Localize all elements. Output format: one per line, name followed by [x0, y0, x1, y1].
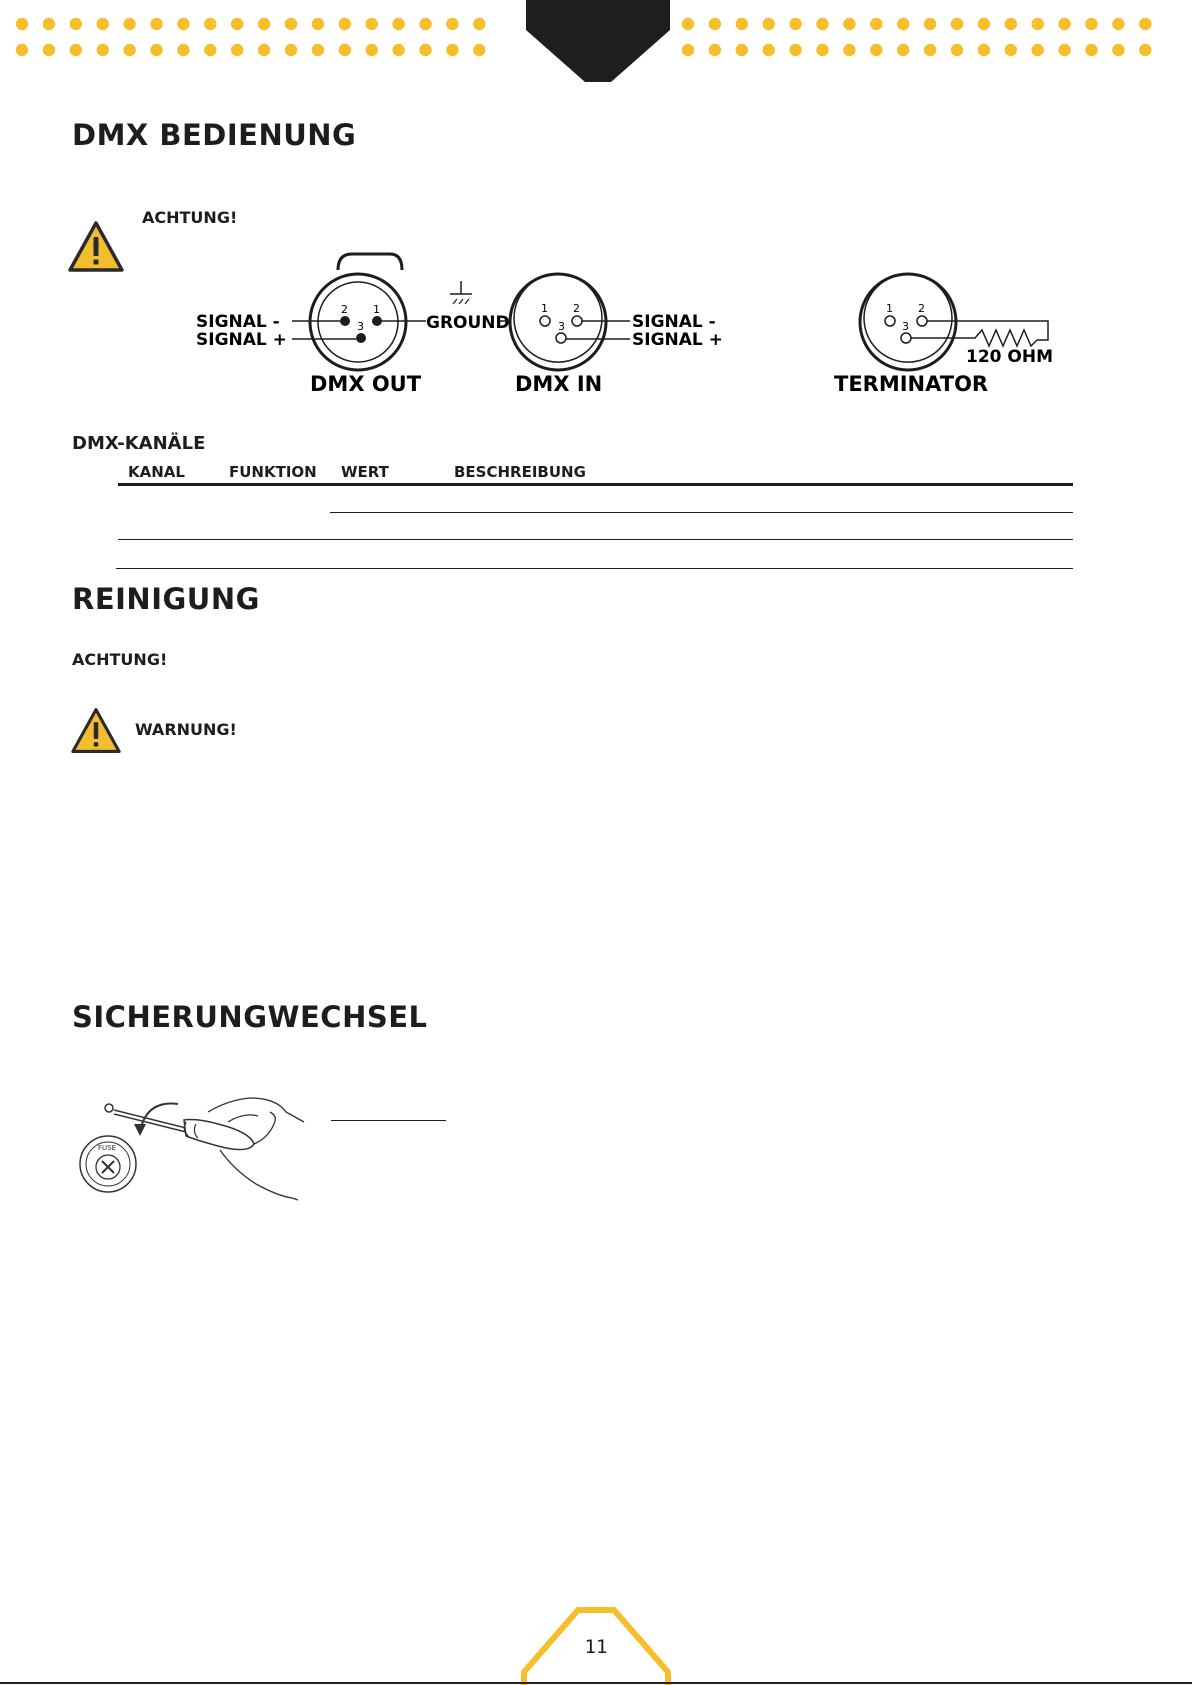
header-dot-pattern [0, 0, 1192, 90]
header-dot [258, 44, 270, 56]
header-dot [473, 18, 485, 30]
header-dot [97, 18, 109, 30]
header-dot [924, 44, 936, 56]
header-dot [285, 44, 297, 56]
cleaning-warning-label: WARNUNG! [135, 720, 237, 739]
section-title-fuse: SICHERUNGWECHSEL [72, 1000, 428, 1034]
header-dot [312, 44, 324, 56]
header-dot [1139, 44, 1151, 56]
header-dot [204, 44, 216, 56]
header-dot [204, 18, 216, 30]
header-dot [736, 18, 748, 30]
fuse-screwdriver-illustration [78, 1092, 318, 1204]
header-dot [258, 18, 270, 30]
header-dot [392, 18, 404, 30]
header-dot [816, 44, 828, 56]
signal-minus-label: SIGNAL - [196, 312, 280, 332]
header-dot [951, 18, 963, 30]
terminator-connector [860, 274, 956, 370]
terminator-caption: TERMINATOR [834, 372, 989, 396]
fuse-label: FUSE [98, 1144, 117, 1152]
pin-label: 1 [373, 303, 380, 316]
header-dot [951, 44, 963, 56]
table-row-rule [116, 568, 1073, 569]
header-dot [70, 18, 82, 30]
header-dot [366, 18, 378, 30]
header-dot [123, 44, 135, 56]
warning-triangle-icon [70, 707, 122, 755]
header-dot [97, 44, 109, 56]
table-header-rule [118, 483, 1073, 486]
header-dot [1005, 18, 1017, 30]
section-title-dmx: DMX BEDIENUNG [72, 118, 357, 152]
header-dot [150, 18, 162, 30]
dot-band-left [16, 18, 486, 56]
pin-label: 2 [341, 303, 348, 316]
header-dot [70, 44, 82, 56]
dmx-out-connector [310, 254, 406, 370]
header-dot [231, 44, 243, 56]
header-dot [789, 44, 801, 56]
pin-label: 2 [918, 302, 925, 315]
header-dot [978, 44, 990, 56]
signal-plus-label: SIGNAL + [632, 330, 723, 350]
header-dot [843, 18, 855, 30]
header-dot [682, 44, 694, 56]
header-dot [870, 18, 882, 30]
header-dot [1085, 18, 1097, 30]
header-dot [231, 18, 243, 30]
header-dot [1139, 18, 1151, 30]
dot-band-right [682, 18, 1152, 56]
header-dot [1032, 18, 1044, 30]
header-dot [123, 18, 135, 30]
header-dot [16, 18, 28, 30]
pin-label: 3 [357, 320, 364, 333]
header-dot [446, 44, 458, 56]
header-dot [1112, 18, 1124, 30]
cleaning-caution-label: ACHTUNG! [72, 650, 168, 669]
header-dot [419, 18, 431, 30]
header-dot [709, 44, 721, 56]
header-dot [897, 44, 909, 56]
header-dot [1058, 18, 1070, 30]
pin-label: 2 [573, 302, 580, 315]
ground-symbol-icon [450, 281, 472, 304]
pin-label: 1 [886, 302, 893, 315]
header-dot [897, 18, 909, 30]
header-dot [682, 18, 694, 30]
header-dot [1085, 44, 1097, 56]
header-dot [978, 18, 990, 30]
column-header-beschreibung: BESCHREIBUNG [454, 463, 586, 481]
header-dot [16, 44, 28, 56]
dmx-in-connector [510, 274, 606, 370]
header-dot [924, 18, 936, 30]
header-dot [843, 44, 855, 56]
header-dot [709, 18, 721, 30]
table-row-rule [330, 512, 1073, 513]
ground-label: GROUND [426, 313, 510, 333]
signal-plus-label: SIGNAL + [196, 330, 287, 350]
resistor-label: 120 OHM [966, 347, 1054, 367]
column-header-kanal: KANAL [128, 463, 185, 481]
header-dot [312, 18, 324, 30]
header-dot [736, 44, 748, 56]
header-dot [285, 18, 297, 30]
header-dot [177, 18, 189, 30]
header-dot [763, 44, 775, 56]
header-dot [150, 44, 162, 56]
header-dot [419, 44, 431, 56]
section-title-cleaning: REINIGUNG [72, 582, 260, 616]
page-number: 11 [584, 1636, 608, 1658]
header-dot [1112, 44, 1124, 56]
dmx-connector-diagram [180, 248, 1100, 408]
dmx-in-caption: DMX IN [515, 372, 603, 396]
caution-label: ACHTUNG! [142, 208, 238, 227]
header-dot [870, 44, 882, 56]
pin-label: 3 [902, 320, 909, 333]
header-dot [789, 18, 801, 30]
fuse-text-rule [331, 1120, 446, 1121]
header-dot [473, 44, 485, 56]
header-dot [43, 44, 55, 56]
column-header-funktion: FUNKTION [229, 463, 317, 481]
footer-rule [0, 1682, 1192, 1684]
header-dot [1058, 44, 1070, 56]
dmx-out-caption: DMX OUT [310, 372, 422, 396]
signal-minus-label: SIGNAL - [632, 312, 716, 332]
header-dot [763, 18, 775, 30]
header-dot [446, 18, 458, 30]
table-row-rule [118, 539, 1073, 540]
header-dot [392, 44, 404, 56]
header-tab [526, 0, 670, 82]
column-header-wert: WERT [341, 463, 389, 481]
warning-triangle-icon [67, 220, 125, 274]
channels-title: DMX-KANÄLE [72, 433, 206, 454]
header-dot [366, 44, 378, 56]
header-dot [816, 18, 828, 30]
header-dot [43, 18, 55, 30]
header-dot [339, 18, 351, 30]
header-dot [1005, 44, 1017, 56]
header-dot [177, 44, 189, 56]
pin-label: 1 [541, 302, 548, 315]
header-dot [1032, 44, 1044, 56]
header-dot [339, 44, 351, 56]
pin-label: 3 [558, 320, 565, 333]
